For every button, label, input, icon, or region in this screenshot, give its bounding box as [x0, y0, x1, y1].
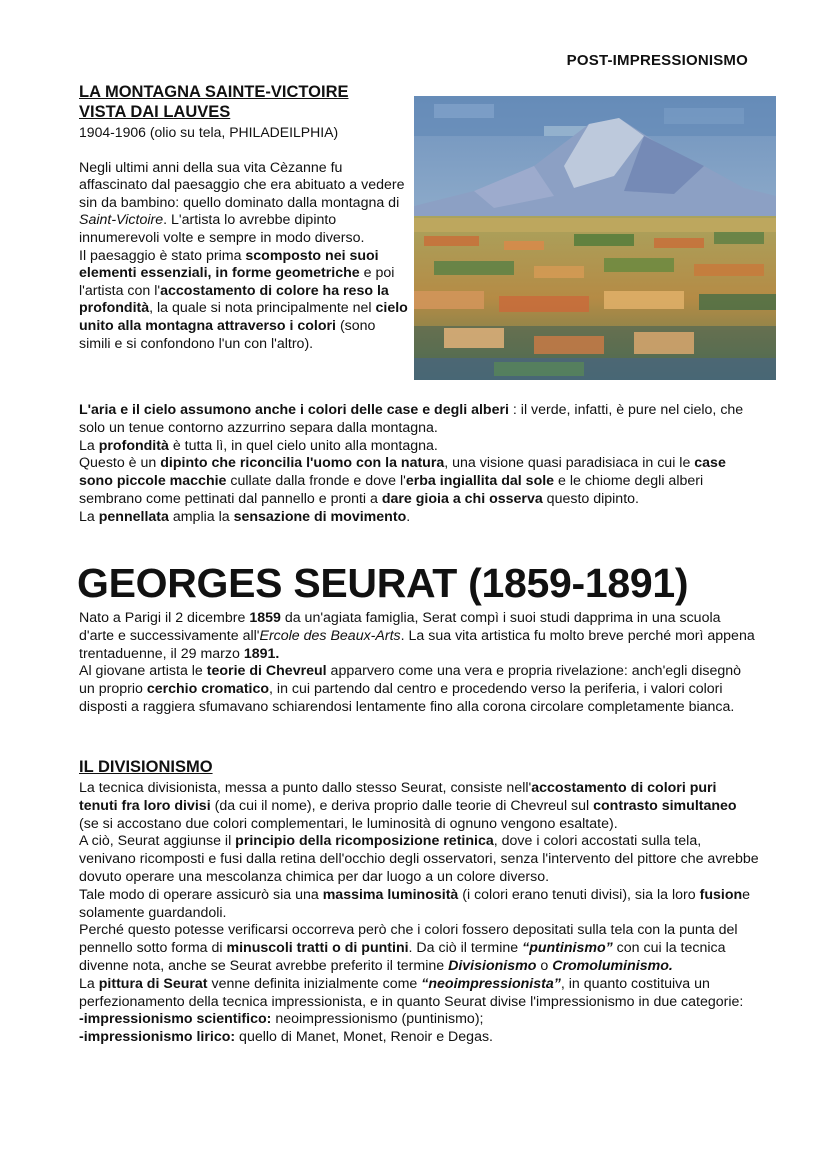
- air-paragraph: L'aria e il cielo assumono anche i colori delle case e degli alberi : il verde, infatti, è pure nel cielo, che solo un tenue contorno azzurrino separa dalla montagna.: [79, 402, 744, 436]
- painting-meta: 1904-1906 (olio su tela, PHILADEILPHIA): [79, 124, 339, 140]
- chevreul-paragraph: Al giovane artista le teorie di Chevreul apparvero come una vera e propria rivelazione: anch'egli disegnò un proprio cerchio cromatico, in cui partendo dal centro e procedendo verso la periferia, i valori colori disposti a raggiera sfumavano schiarendosi lentamente fino alla corona circolare completamente bianca.: [79, 663, 742, 715]
- divisionismo-p2: A ciò, Seurat aggiunse il principio della ricomposizione retinica, dove i colori accostati sulla tela, venivano ricomposti e fusi dalla retina dell'occhio degli osservatori, senza l'intervento del pittore che avrebbe dovuto operare una mescolanza chimica per dar luogo a un colore diverso.: [79, 833, 759, 885]
- painting-title-line1: LA MONTAGNA SAINTE-VICTOIRE: [79, 83, 349, 101]
- painting-image: [414, 96, 776, 380]
- analysis-paragraph: Il paesaggio è stato prima scomposto nei suoi elementi essenziali, in forme geometriche e poi l'artista con l'accostamento di colore ha reso la profondità, la quale si nota principalmente nel cielo unito alla montagna attraverso i colori (sono simili e si confondono l'un con l'altro).: [79, 247, 408, 352]
- divisionismo-p5: La pittura di Seurat venne definita inizialmente come “neoimpressionista”, in quanto costituiva un perfezionamento della tecnica impressionista, e in quanto Seurat divise l'impressionismo in due categorie:: [79, 975, 744, 1010]
- mont-sainte-victoire-painting: [414, 96, 776, 380]
- divisionismo-title: IL DIVISIONISMO: [79, 758, 213, 776]
- bio-paragraph: Nato a Parigi il 2 dicembre 1859 da un'agiata famiglia, Serat compì i suoi studi dapprima in una scuola d'arte e successivamente all'Ercole des Beaux-Arts. La sua vita artistica fu molto breve perché morì appena trentaduenne, il 29 marzo 1891.: [79, 610, 755, 662]
- divisionismo-body: [79, 780, 759, 1047]
- divisionismo-p1: La tecnica divisionista, messa a punto dallo stesso Seurat, consiste nell'accostamento di colori puri tenuti fra loro divisi (da cui il nome), e deriva proprio dalle teorie di Chevreul sul contrasto simultaneo (se si accostano due colori complementari, le luminosità di ognuno vengono esaltate).: [79, 780, 737, 832]
- painting-intro: [79, 82, 409, 353]
- painting-title: [79, 82, 409, 122]
- nature-paragraph: Questo è un dipinto che riconcilia l'uomo con la natura, una visione quasi paradisiaca in cui le case sono piccole macchie cullate dalla fronde e dove l'erba ingiallita dal sole e le chiome degli alberi sembrano come pettinati dal pannello e pronti a dare gioia a chi osserva questo dipinto.: [79, 455, 726, 507]
- painting-title-line2: VISTA DAI LAUVES: [79, 103, 231, 121]
- section-tag: POST-IMPRESSIONISMO: [566, 52, 748, 69]
- brush-paragraph: La pennellata amplia la sensazione di movimento.: [79, 508, 411, 525]
- painting-analysis: [79, 402, 759, 527]
- list-item: -impressionismo scientifico: neoimpressionismo (puntinismo);: [79, 1011, 484, 1028]
- list-item: -impressionismo lirico: quello di Manet, Monet, Renoir e Degas.: [79, 1029, 493, 1046]
- intro-paragraph: Negli ultimi anni della sua vita Cèzanne fu affascinato dal paesaggio che era abituato a vedere sin da bambino: quello dominato dalla montagna di Saint-Victoire. L'artista lo avrebbe dipinto innumerevoli volte e sempre in modo diverso.: [79, 159, 405, 246]
- seurat-title: GEORGES SEURAT (1859-1891): [77, 560, 689, 606]
- divisionismo-p3: Tale modo di operare assicurò sia una massima luminosità (i colori erano tenuti divisi), sia la loro fusione solamente guardandoli.: [79, 886, 751, 921]
- depth-paragraph: La profondità è tutta lì, in quel cielo unito alla montagna.: [79, 437, 438, 454]
- divisionismo-p4: Perché questo potesse verificarsi occorreva però che i colori fossero depositati sulla tela con la punta del pennello sotto forma di minuscoli tratti o di puntini. Da ciò il termine “puntinismo” con cui la tecnica divenne nota, anche se Seurat avrebbe preferito il termine Divisionismo o Cromoluminismo.: [79, 922, 738, 974]
- seurat-bio: [79, 610, 759, 717]
